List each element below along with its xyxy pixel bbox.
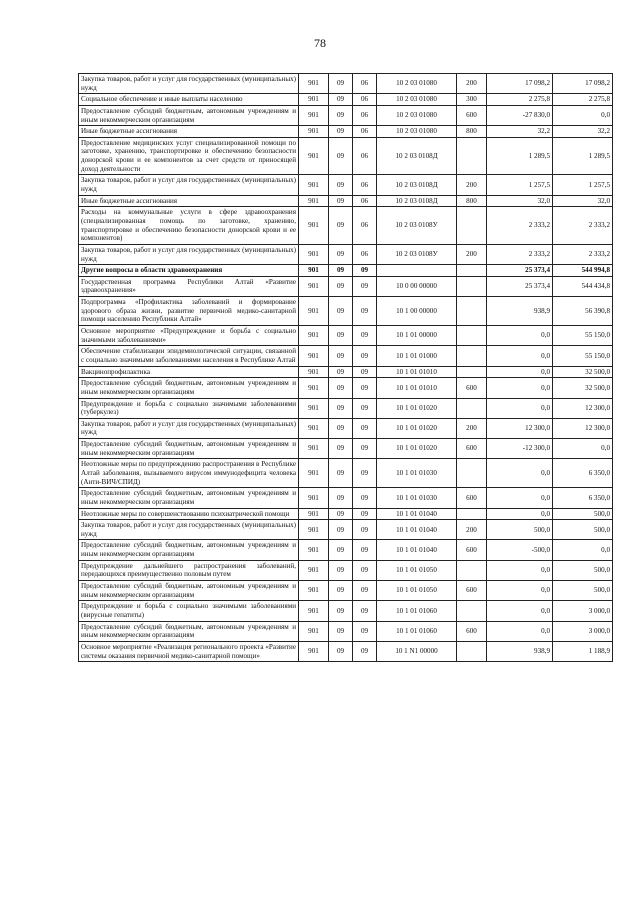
- target-article-cell: 10 1 01 01030: [377, 459, 457, 488]
- table-row: [79, 137, 613, 175]
- amount-total-cell: 12 300,0: [553, 398, 613, 418]
- row-name-cell: Основное мероприятие «Предупреждение и борьба с социально значимыми заболеваниями»: [79, 326, 299, 346]
- subsection-code-cell: 06: [353, 175, 377, 195]
- target-article-cell: 10 1 01 01040: [377, 520, 457, 540]
- table-row: [79, 398, 613, 418]
- table-row: [79, 508, 613, 520]
- amount-change-cell: 17 098,2: [487, 74, 553, 94]
- amount-total-cell: 500,0: [553, 560, 613, 580]
- table-row: [79, 195, 613, 207]
- section-code-cell: 09: [329, 621, 353, 641]
- amount-total-cell: 2 275,8: [553, 94, 613, 106]
- expense-type-cell: 200: [457, 244, 487, 264]
- row-name-cell: Предупреждение и борьба с социально значимыми заболеваниями (туберкулез): [79, 398, 299, 418]
- amount-total-cell: 0,0: [553, 540, 613, 560]
- amount-total-cell: 1 257,5: [553, 175, 613, 195]
- table-row: [79, 74, 613, 94]
- amount-change-cell: 1 257,5: [487, 175, 553, 195]
- section-code-cell: 09: [329, 366, 353, 378]
- expense-type-cell: [457, 560, 487, 580]
- section-code-cell: 09: [329, 126, 353, 138]
- subsection-code-cell: 06: [353, 105, 377, 125]
- ministry-code-cell: 901: [299, 378, 329, 398]
- table-row: [79, 520, 613, 540]
- section-code-cell: 09: [329, 459, 353, 488]
- amount-change-cell: 2 333,2: [487, 207, 553, 245]
- target-article-cell: 10 1 N1 00000: [377, 641, 457, 661]
- target-article-cell: 10 1 01 01010: [377, 378, 457, 398]
- section-code-cell: 09: [329, 378, 353, 398]
- amount-change-cell: 0,0: [487, 560, 553, 580]
- amount-change-cell: 25 373,4: [487, 276, 553, 296]
- page-number: 78: [314, 36, 326, 50]
- expense-type-cell: 600: [457, 378, 487, 398]
- table-row: [79, 439, 613, 459]
- table-row: [79, 581, 613, 601]
- table-row: [79, 175, 613, 195]
- ministry-code-cell: 901: [299, 244, 329, 264]
- ministry-code-cell: 901: [299, 207, 329, 245]
- target-article-cell: 10 1 01 01020: [377, 398, 457, 418]
- target-article-cell: 10 2 03 0108У: [377, 244, 457, 264]
- expense-type-cell: [457, 601, 487, 621]
- row-name-cell: Государственная программа Республики Алтай «Развитие здравоохранения»: [79, 276, 299, 296]
- row-name-cell: Неотложные меры по совершенствованию психиатрической помощи: [79, 508, 299, 520]
- amount-change-cell: 2 333,2: [487, 244, 553, 264]
- table-row: [79, 540, 613, 560]
- amount-total-cell: 544 434,8: [553, 276, 613, 296]
- amount-total-cell: 32 500,0: [553, 378, 613, 398]
- row-name-cell: Предоставление медицинских услуг специализированной помощи по заготовке, хранению, транспортировке и обеспечению безопасности донорской крови и ее компонентов за счет средств от приносящей доход деятельности: [79, 137, 299, 175]
- amount-total-cell: 55 150,0: [553, 326, 613, 346]
- amount-total-cell: 544 994,8: [553, 265, 613, 277]
- subsection-code-cell: 09: [353, 439, 377, 459]
- target-article-cell: 10 1 01 01040: [377, 508, 457, 520]
- expense-type-cell: [457, 207, 487, 245]
- amount-total-cell: 3 000,0: [553, 601, 613, 621]
- target-article-cell: 10 0 00 00000: [377, 276, 457, 296]
- row-name-cell: Иные бюджетные ассигнования: [79, 195, 299, 207]
- amount-change-cell: 12 300,0: [487, 418, 553, 438]
- section-code-cell: 09: [329, 137, 353, 175]
- expense-type-cell: 600: [457, 581, 487, 601]
- amount-change-cell: -27 830,0: [487, 105, 553, 125]
- ministry-code-cell: 901: [299, 560, 329, 580]
- amount-change-cell: 0,0: [487, 621, 553, 641]
- expense-type-cell: 600: [457, 540, 487, 560]
- table-row: [79, 265, 613, 277]
- section-code-cell: 09: [329, 207, 353, 245]
- ministry-code-cell: 901: [299, 641, 329, 661]
- section-code-cell: 09: [329, 326, 353, 346]
- section-code-cell: 09: [329, 560, 353, 580]
- expense-type-cell: 800: [457, 126, 487, 138]
- subsection-code-cell: 06: [353, 74, 377, 94]
- amount-change-cell: 0,0: [487, 366, 553, 378]
- expense-type-cell: 200: [457, 520, 487, 540]
- ministry-code-cell: 901: [299, 346, 329, 366]
- subsection-code-cell: 06: [353, 126, 377, 138]
- subsection-code-cell: 09: [353, 508, 377, 520]
- table-row: [79, 105, 613, 125]
- row-name-cell: Расходы на коммунальные услуги в сфере здравоохранения (специализированная помощь по заготовке, хранению, транспортировке и обеспечению безопасности донорской крови и ее компонентов): [79, 207, 299, 245]
- amount-change-cell: 938,9: [487, 641, 553, 661]
- row-name-cell: Предоставление субсидий бюджетным, автономным учреждениям и иным некоммерческим организациям: [79, 581, 299, 601]
- target-article-cell: 10 1 01 01020: [377, 418, 457, 438]
- target-article-cell: 10 1 00 00000: [377, 297, 457, 326]
- target-article-cell: 10 1 01 00000: [377, 326, 457, 346]
- expense-type-cell: 600: [457, 105, 487, 125]
- ministry-code-cell: 901: [299, 276, 329, 296]
- row-name-cell: Закупка товаров, работ и услуг для государственных (муниципальных) нужд: [79, 175, 299, 195]
- amount-change-cell: 0,0: [487, 378, 553, 398]
- expense-type-cell: 300: [457, 94, 487, 106]
- section-code-cell: 09: [329, 346, 353, 366]
- row-name-cell: Закупка товаров, работ и услуг для государственных (муниципальных) нужд: [79, 418, 299, 438]
- ministry-code-cell: 901: [299, 297, 329, 326]
- amount-change-cell: 32,0: [487, 195, 553, 207]
- ministry-code-cell: 901: [299, 488, 329, 508]
- amount-change-cell: 25 373,4: [487, 265, 553, 277]
- ministry-code-cell: 901: [299, 621, 329, 641]
- ministry-code-cell: 901: [299, 439, 329, 459]
- section-code-cell: 09: [329, 105, 353, 125]
- expense-type-cell: [457, 137, 487, 175]
- ministry-code-cell: 901: [299, 366, 329, 378]
- subsection-code-cell: 09: [353, 326, 377, 346]
- amount-total-cell: 6 350,0: [553, 459, 613, 488]
- amount-total-cell: 3 000,0: [553, 621, 613, 641]
- table-row: [79, 207, 613, 245]
- amount-change-cell: 0,0: [487, 398, 553, 418]
- target-article-cell: 10 2 03 0108У: [377, 207, 457, 245]
- table-row: [79, 560, 613, 580]
- ministry-code-cell: 901: [299, 265, 329, 277]
- row-name-cell: Другие вопросы в области здравоохранения: [79, 265, 299, 277]
- subsection-code-cell: 09: [353, 398, 377, 418]
- subsection-code-cell: 09: [353, 601, 377, 621]
- amount-total-cell: 32 500,0: [553, 366, 613, 378]
- expense-type-cell: 600: [457, 488, 487, 508]
- subsection-code-cell: 09: [353, 560, 377, 580]
- table-row: [79, 621, 613, 641]
- subsection-code-cell: 09: [353, 581, 377, 601]
- expense-type-cell: [457, 641, 487, 661]
- amount-total-cell: 0,0: [553, 439, 613, 459]
- table-row: [79, 418, 613, 438]
- ministry-code-cell: 901: [299, 540, 329, 560]
- section-code-cell: 09: [329, 418, 353, 438]
- section-code-cell: 09: [329, 244, 353, 264]
- amount-total-cell: 500,0: [553, 581, 613, 601]
- row-name-cell: Предоставление субсидий бюджетным, автономным учреждениям и иным некоммерческим организациям: [79, 488, 299, 508]
- expense-type-cell: 600: [457, 621, 487, 641]
- ministry-code-cell: 901: [299, 601, 329, 621]
- section-code-cell: 09: [329, 488, 353, 508]
- section-code-cell: 09: [329, 276, 353, 296]
- subsection-code-cell: 09: [353, 520, 377, 540]
- ministry-code-cell: 901: [299, 418, 329, 438]
- table-row: [79, 346, 613, 366]
- ministry-code-cell: 901: [299, 74, 329, 94]
- expense-type-cell: 200: [457, 175, 487, 195]
- amount-total-cell: 55 150,0: [553, 346, 613, 366]
- section-code-cell: 09: [329, 74, 353, 94]
- subsection-code-cell: 09: [353, 621, 377, 641]
- subsection-code-cell: 09: [353, 488, 377, 508]
- amount-change-cell: 0,0: [487, 581, 553, 601]
- table-row: [79, 94, 613, 106]
- amount-total-cell: 1 188,9: [553, 641, 613, 661]
- row-name-cell: Обеспечение стабилизации эпидемиологической ситуации, связанной с социально значимыми заболеваниями населения в Республике Алтай: [79, 346, 299, 366]
- subsection-code-cell: 06: [353, 137, 377, 175]
- ministry-code-cell: 901: [299, 94, 329, 106]
- expense-type-cell: [457, 459, 487, 488]
- table-row: [79, 641, 613, 661]
- section-code-cell: 09: [329, 398, 353, 418]
- ministry-code-cell: 901: [299, 175, 329, 195]
- amount-total-cell: 500,0: [553, 508, 613, 520]
- subsection-code-cell: 09: [353, 297, 377, 326]
- row-name-cell: Основное мероприятие «Реализация регионального проекта «Развитие системы оказания первичной медико-санитарной помощи»: [79, 641, 299, 661]
- subsection-code-cell: 09: [353, 641, 377, 661]
- target-article-cell: 10 1 01 01020: [377, 439, 457, 459]
- amount-change-cell: 2 275,8: [487, 94, 553, 106]
- subsection-code-cell: 09: [353, 265, 377, 277]
- subsection-code-cell: 09: [353, 366, 377, 378]
- row-name-cell: Предоставление субсидий бюджетным, автономным учреждениям и иным некоммерческим организациям: [79, 105, 299, 125]
- amount-total-cell: 12 300,0: [553, 418, 613, 438]
- section-code-cell: 09: [329, 195, 353, 207]
- subsection-code-cell: 06: [353, 195, 377, 207]
- ministry-code-cell: 901: [299, 459, 329, 488]
- table-row: [79, 601, 613, 621]
- section-code-cell: 09: [329, 540, 353, 560]
- target-article-cell: 10 2 03 01080: [377, 126, 457, 138]
- ministry-code-cell: 901: [299, 105, 329, 125]
- target-article-cell: 10 2 03 01080: [377, 105, 457, 125]
- ministry-code-cell: 901: [299, 520, 329, 540]
- section-code-cell: 09: [329, 508, 353, 520]
- amount-change-cell: -500,0: [487, 540, 553, 560]
- section-code-cell: 09: [329, 94, 353, 106]
- ministry-code-cell: 901: [299, 126, 329, 138]
- target-article-cell: 10 1 01 01030: [377, 488, 457, 508]
- amount-change-cell: 938,9: [487, 297, 553, 326]
- amount-total-cell: 0,0: [553, 105, 613, 125]
- target-article-cell: 10 2 03 0108Д: [377, 137, 457, 175]
- expense-type-cell: [457, 297, 487, 326]
- amount-total-cell: 32,0: [553, 195, 613, 207]
- subsection-code-cell: 09: [353, 540, 377, 560]
- section-code-cell: 09: [329, 439, 353, 459]
- expense-type-cell: [457, 398, 487, 418]
- target-article-cell: 10 1 01 01050: [377, 581, 457, 601]
- target-article-cell: 10 2 03 0108Д: [377, 175, 457, 195]
- target-article-cell: 10 1 01 01010: [377, 366, 457, 378]
- row-name-cell: Закупка товаров, работ и услуг для государственных (муниципальных) нужд: [79, 244, 299, 264]
- amount-total-cell: 1 289,5: [553, 137, 613, 175]
- amount-total-cell: 2 333,2: [553, 244, 613, 264]
- target-article-cell: 10 1 01 01040: [377, 540, 457, 560]
- target-article-cell: 10 2 03 01080: [377, 74, 457, 94]
- row-name-cell: Неотложные меры по предупреждению распространения в Республике Алтай заболевания, вызываемого вирусом иммунодефицита человека (Анти-ВИЧ/СПИД): [79, 459, 299, 488]
- subsection-code-cell: 06: [353, 94, 377, 106]
- expense-type-cell: [457, 346, 487, 366]
- target-article-cell: 10 1 01 01050: [377, 560, 457, 580]
- target-article-cell: 10 2 03 0108Д: [377, 195, 457, 207]
- amount-total-cell: 32,2: [553, 126, 613, 138]
- amount-change-cell: 0,0: [487, 346, 553, 366]
- row-name-cell: Предоставление субсидий бюджетным, автономным учреждениям и иным некоммерческим организациям: [79, 540, 299, 560]
- target-article-cell: 10 1 01 01060: [377, 621, 457, 641]
- amount-total-cell: 17 098,2: [553, 74, 613, 94]
- target-article-cell: 10 1 01 01060: [377, 601, 457, 621]
- amount-change-cell: 0,0: [487, 459, 553, 488]
- section-code-cell: 09: [329, 581, 353, 601]
- subsection-code-cell: 09: [353, 276, 377, 296]
- table-row: [79, 244, 613, 264]
- expense-type-cell: [457, 276, 487, 296]
- section-code-cell: 09: [329, 601, 353, 621]
- amount-change-cell: 0,0: [487, 488, 553, 508]
- expense-type-cell: 200: [457, 418, 487, 438]
- amount-change-cell: 32,2: [487, 126, 553, 138]
- row-name-cell: Иные бюджетные ассигнования: [79, 126, 299, 138]
- row-name-cell: Подпрограмма «Профилактика заболеваний и формирование здорового образа жизни, развитие первичной медико-санитарной помощи населению Республики Алтай»: [79, 297, 299, 326]
- amount-total-cell: 500,0: [553, 520, 613, 540]
- table-row: [79, 297, 613, 326]
- table-row: [79, 126, 613, 138]
- ministry-code-cell: 901: [299, 195, 329, 207]
- expense-type-cell: [457, 265, 487, 277]
- table-row: [79, 378, 613, 398]
- table-row: [79, 366, 613, 378]
- amount-total-cell: 2 333,2: [553, 207, 613, 245]
- target-article-cell: [377, 265, 457, 277]
- expense-type-cell: 800: [457, 195, 487, 207]
- row-name-cell: Вакцинопрофилактика: [79, 366, 299, 378]
- row-name-cell: Закупка товаров, работ и услуг для государственных (муниципальных) нужд: [79, 74, 299, 94]
- target-article-cell: 10 1 01 01000: [377, 346, 457, 366]
- ministry-code-cell: 901: [299, 326, 329, 346]
- section-code-cell: 09: [329, 520, 353, 540]
- subsection-code-cell: 06: [353, 207, 377, 245]
- row-name-cell: Предупреждение дальнейшего распространения заболеваний, передающихся преимущественно половым путем: [79, 560, 299, 580]
- table-row: [79, 459, 613, 488]
- expense-type-cell: 600: [457, 439, 487, 459]
- section-code-cell: 09: [329, 641, 353, 661]
- amount-total-cell: 56 390,8: [553, 297, 613, 326]
- amount-change-cell: 0,0: [487, 326, 553, 346]
- amount-change-cell: 0,0: [487, 601, 553, 621]
- subsection-code-cell: 09: [353, 459, 377, 488]
- section-code-cell: 09: [329, 175, 353, 195]
- amount-change-cell: 500,0: [487, 520, 553, 540]
- expense-type-cell: [457, 326, 487, 346]
- amount-total-cell: 6 350,0: [553, 488, 613, 508]
- section-code-cell: 09: [329, 265, 353, 277]
- row-name-cell: Закупка товаров, работ и услуг для государственных (муниципальных) нужд: [79, 520, 299, 540]
- row-name-cell: Предупреждение и борьба с социально значимыми заболеваниями (вирусные гепатиты): [79, 601, 299, 621]
- table-row: [79, 488, 613, 508]
- row-name-cell: Социальное обеспечение и иные выплаты населению: [79, 94, 299, 106]
- target-article-cell: 10 2 03 01080: [377, 94, 457, 106]
- amount-change-cell: 1 289,5: [487, 137, 553, 175]
- subsection-code-cell: 09: [353, 346, 377, 366]
- ministry-code-cell: 901: [299, 398, 329, 418]
- amount-change-cell: -12 300,0: [487, 439, 553, 459]
- budget-table: [78, 73, 613, 662]
- ministry-code-cell: 901: [299, 581, 329, 601]
- row-name-cell: Предоставление субсидий бюджетным, автономным учреждениям и иным некоммерческим организациям: [79, 621, 299, 641]
- amount-change-cell: 0,0: [487, 508, 553, 520]
- table-body: [79, 74, 613, 662]
- row-name-cell: Предоставление субсидий бюджетным, автономным учреждениям и иным некоммерческим организациям: [79, 378, 299, 398]
- ministry-code-cell: 901: [299, 508, 329, 520]
- section-code-cell: 09: [329, 297, 353, 326]
- subsection-code-cell: 09: [353, 378, 377, 398]
- expense-type-cell: 200: [457, 74, 487, 94]
- subsection-code-cell: 09: [353, 418, 377, 438]
- ministry-code-cell: 901: [299, 137, 329, 175]
- table-row: [79, 276, 613, 296]
- expense-type-cell: [457, 508, 487, 520]
- expense-type-cell: [457, 366, 487, 378]
- table-row: [79, 326, 613, 346]
- subsection-code-cell: 06: [353, 244, 377, 264]
- row-name-cell: Предоставление субсидий бюджетным, автономным учреждениям и иным некоммерческим организациям: [79, 439, 299, 459]
